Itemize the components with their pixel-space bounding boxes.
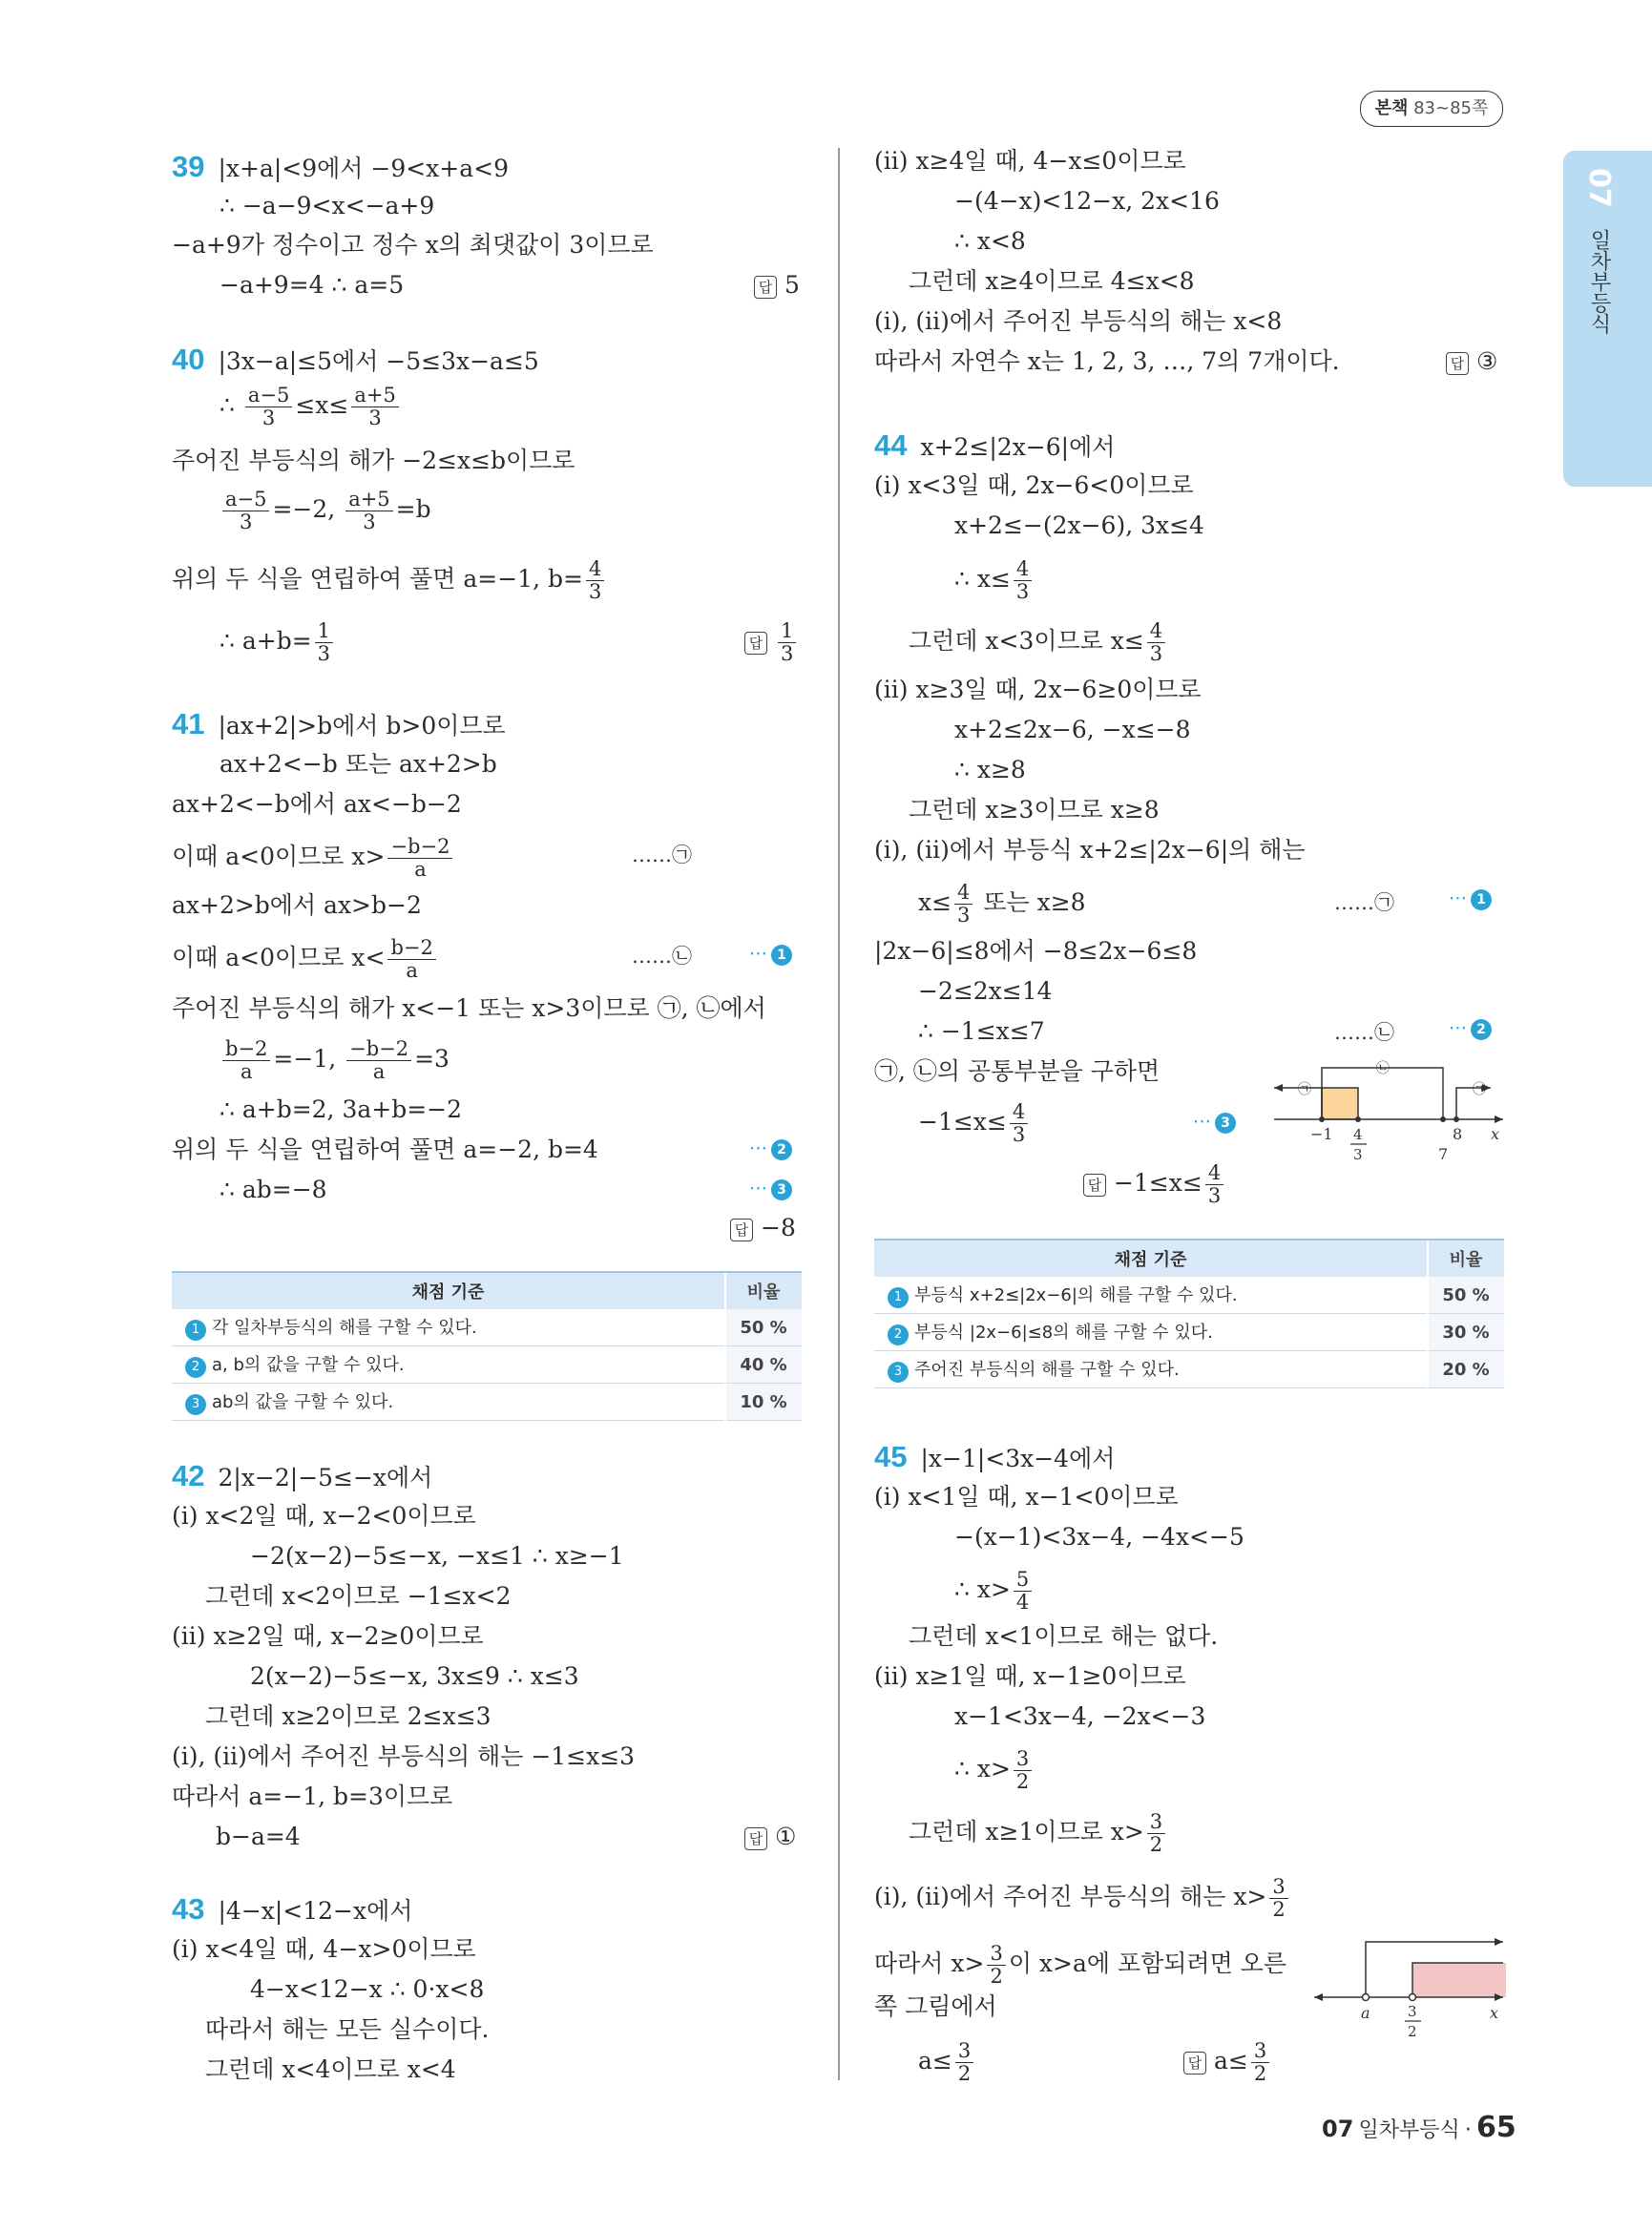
svg-text:3: 3 bbox=[1353, 1146, 1363, 1163]
problem-40-line-1: 40 |3x−a|≤5에서 −5≤3x−a≤5 bbox=[172, 343, 539, 376]
problem-43-line-1: 43 |4−x|<12−x에서 bbox=[172, 1892, 413, 1926]
mark-41-a: ……㉠ bbox=[632, 844, 692, 866]
problem-42-answer: 답 ① bbox=[744, 1821, 796, 1853]
table-row: 2 a, b의 값을 구할 수 있다. 40 % bbox=[172, 1346, 802, 1384]
problem-41-line-7: 주어진 부등식의 해가 x<−1 또는 x>3이므로 ㉠, ㉡에서 bbox=[172, 994, 766, 1022]
column-divider bbox=[838, 148, 840, 2080]
answer-icon: 답 bbox=[744, 632, 767, 655]
problem-39-line-2: ∴ −a−9<x<−a+9 bbox=[220, 192, 435, 219]
problem-40-line-4: $\frac{a-5}{3}$ =−2, $\frac{a+5}{3}$ =b bbox=[220, 489, 431, 533]
problem-41-number: 41 bbox=[172, 707, 205, 740]
problem-40-line-6: ∴ a+b= $\frac{1}{3}$ bbox=[220, 620, 336, 665]
problem-42-number: 42 bbox=[172, 1459, 205, 1492]
mark-44-a: ……㉠ bbox=[1334, 891, 1394, 914]
problem-43-line-3: 4−x<12−x ∴ 0·x<8 bbox=[250, 1975, 485, 2003]
problem-41-answer: 답 −8 bbox=[730, 1212, 796, 1244]
problem-45-line-1: 45 |x−1|<3x−4에서 bbox=[874, 1440, 1116, 1473]
problem-40-number: 40 bbox=[172, 343, 205, 376]
problem-42-line-2: (i) x<2일 때, x−2<0이므로 bbox=[172, 1502, 476, 1530]
svg-text:4: 4 bbox=[1353, 1126, 1363, 1143]
svg-text:㉠: ㉠ bbox=[1298, 1082, 1311, 1097]
step-marker-41-3: ⋯ 3 bbox=[749, 1178, 792, 1200]
problem-40-answer: 답 $\frac{1}{3}$ bbox=[744, 620, 799, 665]
problem-45-line-5: 그런데 x<1이므로 해는 없다. bbox=[909, 1622, 1219, 1650]
svg-text:8: 8 bbox=[1453, 1125, 1463, 1143]
problem-41-line-6: 이때 a<0이므로 x< $\frac{b-2}{a}$ bbox=[172, 937, 439, 982]
svg-text:㉡: ㉡ bbox=[1376, 1061, 1390, 1076]
problem-44-line-13: −2≤2x≤14 bbox=[918, 977, 1053, 1005]
svg-text:2: 2 bbox=[1408, 2023, 1417, 2040]
problem-42-line-4: 그런데 x<2이므로 −1≤x<2 bbox=[205, 1582, 512, 1610]
problem-42-line-5: (ii) x≥2일 때, x−2≥0이므로 bbox=[172, 1622, 484, 1650]
step-marker-44-1: ⋯ 1 bbox=[1449, 887, 1492, 910]
svg-text:−1: −1 bbox=[1310, 1125, 1333, 1143]
chapter-title: 일차부등식 bbox=[1587, 229, 1611, 334]
problem-43-line-2: (i) x<4일 때, 4−x>0이므로 bbox=[172, 1935, 476, 1963]
problem-41-line-5: ax+2>b에서 ax>b−2 bbox=[172, 891, 422, 919]
grade-header-criteria: 채점 기준 bbox=[172, 1272, 725, 1309]
problem-44-line-9: 그런데 x≥3이므로 x≥8 bbox=[909, 796, 1160, 824]
page-footer: 07 일차부등식 · 65 bbox=[1322, 2111, 1516, 2144]
step-marker-44-2: ⋯ 2 bbox=[1449, 1017, 1492, 1040]
problem-43-line-6: (ii) x≥4일 때, 4−x≤0이므로 bbox=[874, 147, 1186, 175]
answer-icon: 답 bbox=[730, 1219, 753, 1241]
svg-text:a: a bbox=[1361, 2004, 1370, 2022]
number-line-diagram-45 bbox=[1312, 1932, 1508, 2042]
mark-41-b: ……㉡ bbox=[632, 945, 692, 968]
svg-text:x: x bbox=[1490, 2004, 1499, 2022]
problem-44-answer: 답 −1≤x≤ $\frac{4}{3}$ bbox=[1083, 1162, 1226, 1207]
svg-text:7: 7 bbox=[1438, 1145, 1449, 1163]
problem-45-line-12: 쪽 그림에서 bbox=[874, 1992, 997, 2020]
problem-45-line-3: −(x−1)<3x−4, −4x<−5 bbox=[954, 1523, 1244, 1551]
footer-chapter: 07 bbox=[1322, 2116, 1354, 2142]
page-reference-badge bbox=[1360, 91, 1503, 127]
problem-44-line-10: (i), (ii)에서 부등식 x+2≤|2x−6|의 해는 bbox=[874, 836, 1306, 864]
answer-icon: 답 bbox=[1446, 352, 1469, 375]
problem-40-line-5: 위의 두 식을 연립하여 풀면 a=−1, b= $\frac{4}{3}$ bbox=[172, 558, 607, 603]
table-row: 3 주어진 부등식의 해를 구할 수 있다. 20 % bbox=[874, 1351, 1504, 1388]
problem-43-line-5: 그런데 x<4이므로 x<4 bbox=[205, 2055, 456, 2083]
problem-42-line-8: (i), (ii)에서 주어진 부등식의 해는 −1≤x≤3 bbox=[172, 1742, 636, 1770]
svg-text:3: 3 bbox=[1408, 2003, 1417, 2020]
problem-39-line-3: −a+9가 정수이고 정수 x의 최댓값이 3이므로 bbox=[172, 231, 654, 259]
grade-header-ratio: 비율 bbox=[725, 1272, 802, 1309]
table-row: 2 부등식 |2x−6|≤8의 해를 구할 수 있다. 30 % bbox=[874, 1314, 1504, 1351]
problem-41-line-3: ax+2<−b에서 ax<−b−2 bbox=[172, 790, 462, 818]
problem-43-line-10: (i), (ii)에서 주어진 부등식의 해는 x<8 bbox=[874, 307, 1283, 335]
overlap-region bbox=[1322, 1088, 1358, 1119]
answer-icon: 답 bbox=[1183, 2052, 1206, 2075]
problem-45-number: 45 bbox=[874, 1440, 908, 1473]
problem-44-line-16: −1≤x≤ $\frac{4}{3}$ bbox=[918, 1101, 1031, 1146]
chapter-number: 07 bbox=[1582, 168, 1616, 208]
grade-header-criteria: 채점 기준 bbox=[874, 1240, 1428, 1277]
table-row: 3 ab의 값을 구할 수 있다. 10 % bbox=[172, 1384, 802, 1421]
problem-43-number: 43 bbox=[172, 1892, 205, 1926]
grading-table-41 bbox=[172, 1271, 802, 1421]
problem-42-line-1: 42 2|x−2|−5≤−x에서 bbox=[172, 1459, 433, 1492]
footer-title: 일차부등식 bbox=[1358, 2118, 1460, 2142]
svg-text:㉠: ㉠ bbox=[1473, 1082, 1486, 1097]
problem-43-line-7: −(4−x)<12−x, 2x<16 bbox=[954, 187, 1220, 215]
problem-44-line-15: ㉠, ㉡의 공통부분을 구하면 bbox=[874, 1057, 1161, 1085]
step-marker-41-1: ⋯ 1 bbox=[749, 943, 792, 966]
problem-41-line-11: ∴ ab=−8 bbox=[220, 1176, 327, 1203]
problem-45-line-4: ∴ x> $\frac{5}{4}$ bbox=[954, 1569, 1035, 1614]
page-number: 65 bbox=[1475, 2111, 1516, 2144]
problem-45-line-6: (ii) x≥1일 때, x−1≥0이므로 bbox=[874, 1662, 1186, 1690]
problem-41-line-4: 이때 a<0이므로 x> $\frac{-b-2}{a}$ bbox=[172, 836, 455, 881]
step-marker-41-2: ⋯ 2 bbox=[749, 1137, 792, 1160]
grading-table-44 bbox=[874, 1239, 1504, 1388]
problem-43-line-4: 따라서 해는 모든 실수이다. bbox=[205, 2015, 490, 2043]
problem-44-line-8: ∴ x≥8 bbox=[954, 756, 1026, 783]
problem-39-line-1: 39 |x+a|<9에서 −9<x+a<9 bbox=[172, 150, 509, 183]
chapter-side-tab[interactable] bbox=[1563, 151, 1652, 487]
problem-41-line-1: 41 |ax+2|>b에서 b>0이므로 bbox=[172, 707, 506, 740]
answer-icon: 답 bbox=[754, 276, 777, 299]
mark-44-b: ……㉡ bbox=[1334, 1021, 1394, 1044]
table-row: 1 각 일차부등식의 해를 구할 수 있다. 50 % bbox=[172, 1309, 802, 1346]
problem-44-line-11: x≤ $\frac{4}{3}$ 또는 x≥8 bbox=[918, 881, 1086, 927]
problem-43-line-8: ∴ x<8 bbox=[954, 227, 1026, 255]
problem-44-line-1: 44 x+2≤|2x−6|에서 bbox=[874, 428, 1116, 462]
problem-40-line-3: 주어진 부등식의 해가 −2≤x≤b이므로 bbox=[172, 447, 575, 474]
problem-45-line-9: 그런데 x≥1이므로 x> $\frac{3}{2}$ bbox=[909, 1811, 1168, 1856]
problem-42-line-3: −2(x−2)−5≤−x, −x≤1 ∴ x≥−1 bbox=[250, 1542, 624, 1570]
problem-44-line-7: x+2≤2x−6, −x≤−8 bbox=[954, 716, 1191, 743]
problem-44-line-12: |2x−6|≤8에서 −8≤2x−6≤8 bbox=[874, 937, 1198, 965]
problem-43-line-9: 그런데 x≥4이므로 4≤x<8 bbox=[909, 267, 1195, 295]
answer-icon: 답 bbox=[744, 1827, 767, 1850]
problem-41-line-8: $\frac{b-2}{a}$ =−1, $\frac{-b-2}{a}$ =3 bbox=[220, 1038, 450, 1083]
problem-39-number: 39 bbox=[172, 150, 205, 183]
problem-45-line-10: (i), (ii)에서 주어진 부등식의 해는 x> $\frac{3}{2}$ bbox=[874, 1876, 1291, 1921]
problem-45-answer: 답 a≤ $\frac{3}{2}$ bbox=[1183, 2040, 1272, 2085]
problem-41-line-9: ∴ a+b=2, 3a+b=−2 bbox=[220, 1095, 463, 1123]
problem-45-line-8: ∴ x> $\frac{3}{2}$ bbox=[954, 1748, 1035, 1793]
problem-44-line-2: (i) x<3일 때, 2x−6<0이므로 bbox=[874, 471, 1194, 499]
problem-44-line-3: x+2≤−(2x−6), 3x≤4 bbox=[954, 511, 1204, 539]
problem-41-line-2: ax+2<−b 또는 ax+2>b bbox=[220, 750, 497, 778]
book-label: 본책 bbox=[1374, 98, 1409, 118]
answer-icon: 답 bbox=[1083, 1174, 1106, 1197]
problem-45-line-7: x−1<3x−4, −2x<−3 bbox=[954, 1702, 1206, 1730]
problem-45-line-13: a≤ $\frac{3}{2}$ bbox=[918, 2040, 976, 2085]
problem-40-line-2: ∴ $\frac{a-5}{3}$ ≤x≤ $\frac{a+5}{3}$ bbox=[220, 385, 402, 429]
problem-44-line-14: ∴ −1≤x≤7 bbox=[918, 1017, 1045, 1045]
problem-42-line-6: 2(x−2)−5≤−x, 3x≤9 ∴ x≤3 bbox=[250, 1662, 579, 1690]
problem-41-line-10: 위의 두 식을 연립하여 풀면 a=−2, b=4 bbox=[172, 1136, 598, 1163]
problem-39-answer: 답 5 bbox=[754, 269, 800, 302]
problem-39-line-4: −a+9=4 ∴ a=5 bbox=[220, 271, 405, 299]
problem-44-line-4: ∴ x≤ $\frac{4}{3}$ bbox=[954, 558, 1035, 603]
problem-44-number: 44 bbox=[874, 428, 908, 462]
problem-43-line-11: 따라서 자연수 x는 1, 2, 3, …, 7의 7개이다. bbox=[874, 347, 1340, 375]
problem-45-line-11: 따라서 x> $\frac{3}{2}$ 이 x>a에 포함되려면 오른 bbox=[874, 1942, 1286, 1988]
number-line-diagram-44 bbox=[1269, 1054, 1508, 1174]
svg-text:x: x bbox=[1491, 1125, 1500, 1143]
problem-42-line-7: 그런데 x≥2이므로 2≤x≤3 bbox=[205, 1702, 491, 1730]
page-range: 83~85쪽 bbox=[1413, 98, 1489, 118]
problem-44-line-6: (ii) x≥3일 때, 2x−6≥0이므로 bbox=[874, 676, 1202, 703]
problem-43-answer: 답 ③ bbox=[1446, 345, 1497, 378]
solution-region bbox=[1412, 1963, 1506, 1997]
problem-44-line-5: 그런데 x<3이므로 x≤ $\frac{4}{3}$ bbox=[909, 620, 1168, 665]
problem-45-line-2: (i) x<1일 때, x−1<0이므로 bbox=[874, 1483, 1179, 1511]
problem-42-line-9: 따라서 a=−1, b=3이므로 bbox=[172, 1783, 453, 1810]
grade-header-ratio: 비율 bbox=[1428, 1240, 1504, 1277]
table-row: 1 부등식 x+2≤|2x−6|의 해를 구할 수 있다. 50 % bbox=[874, 1277, 1504, 1314]
problem-42-line-10: b−a=4 bbox=[216, 1823, 301, 1850]
step-marker-44-3: ⋯ 3 bbox=[1193, 1111, 1236, 1134]
